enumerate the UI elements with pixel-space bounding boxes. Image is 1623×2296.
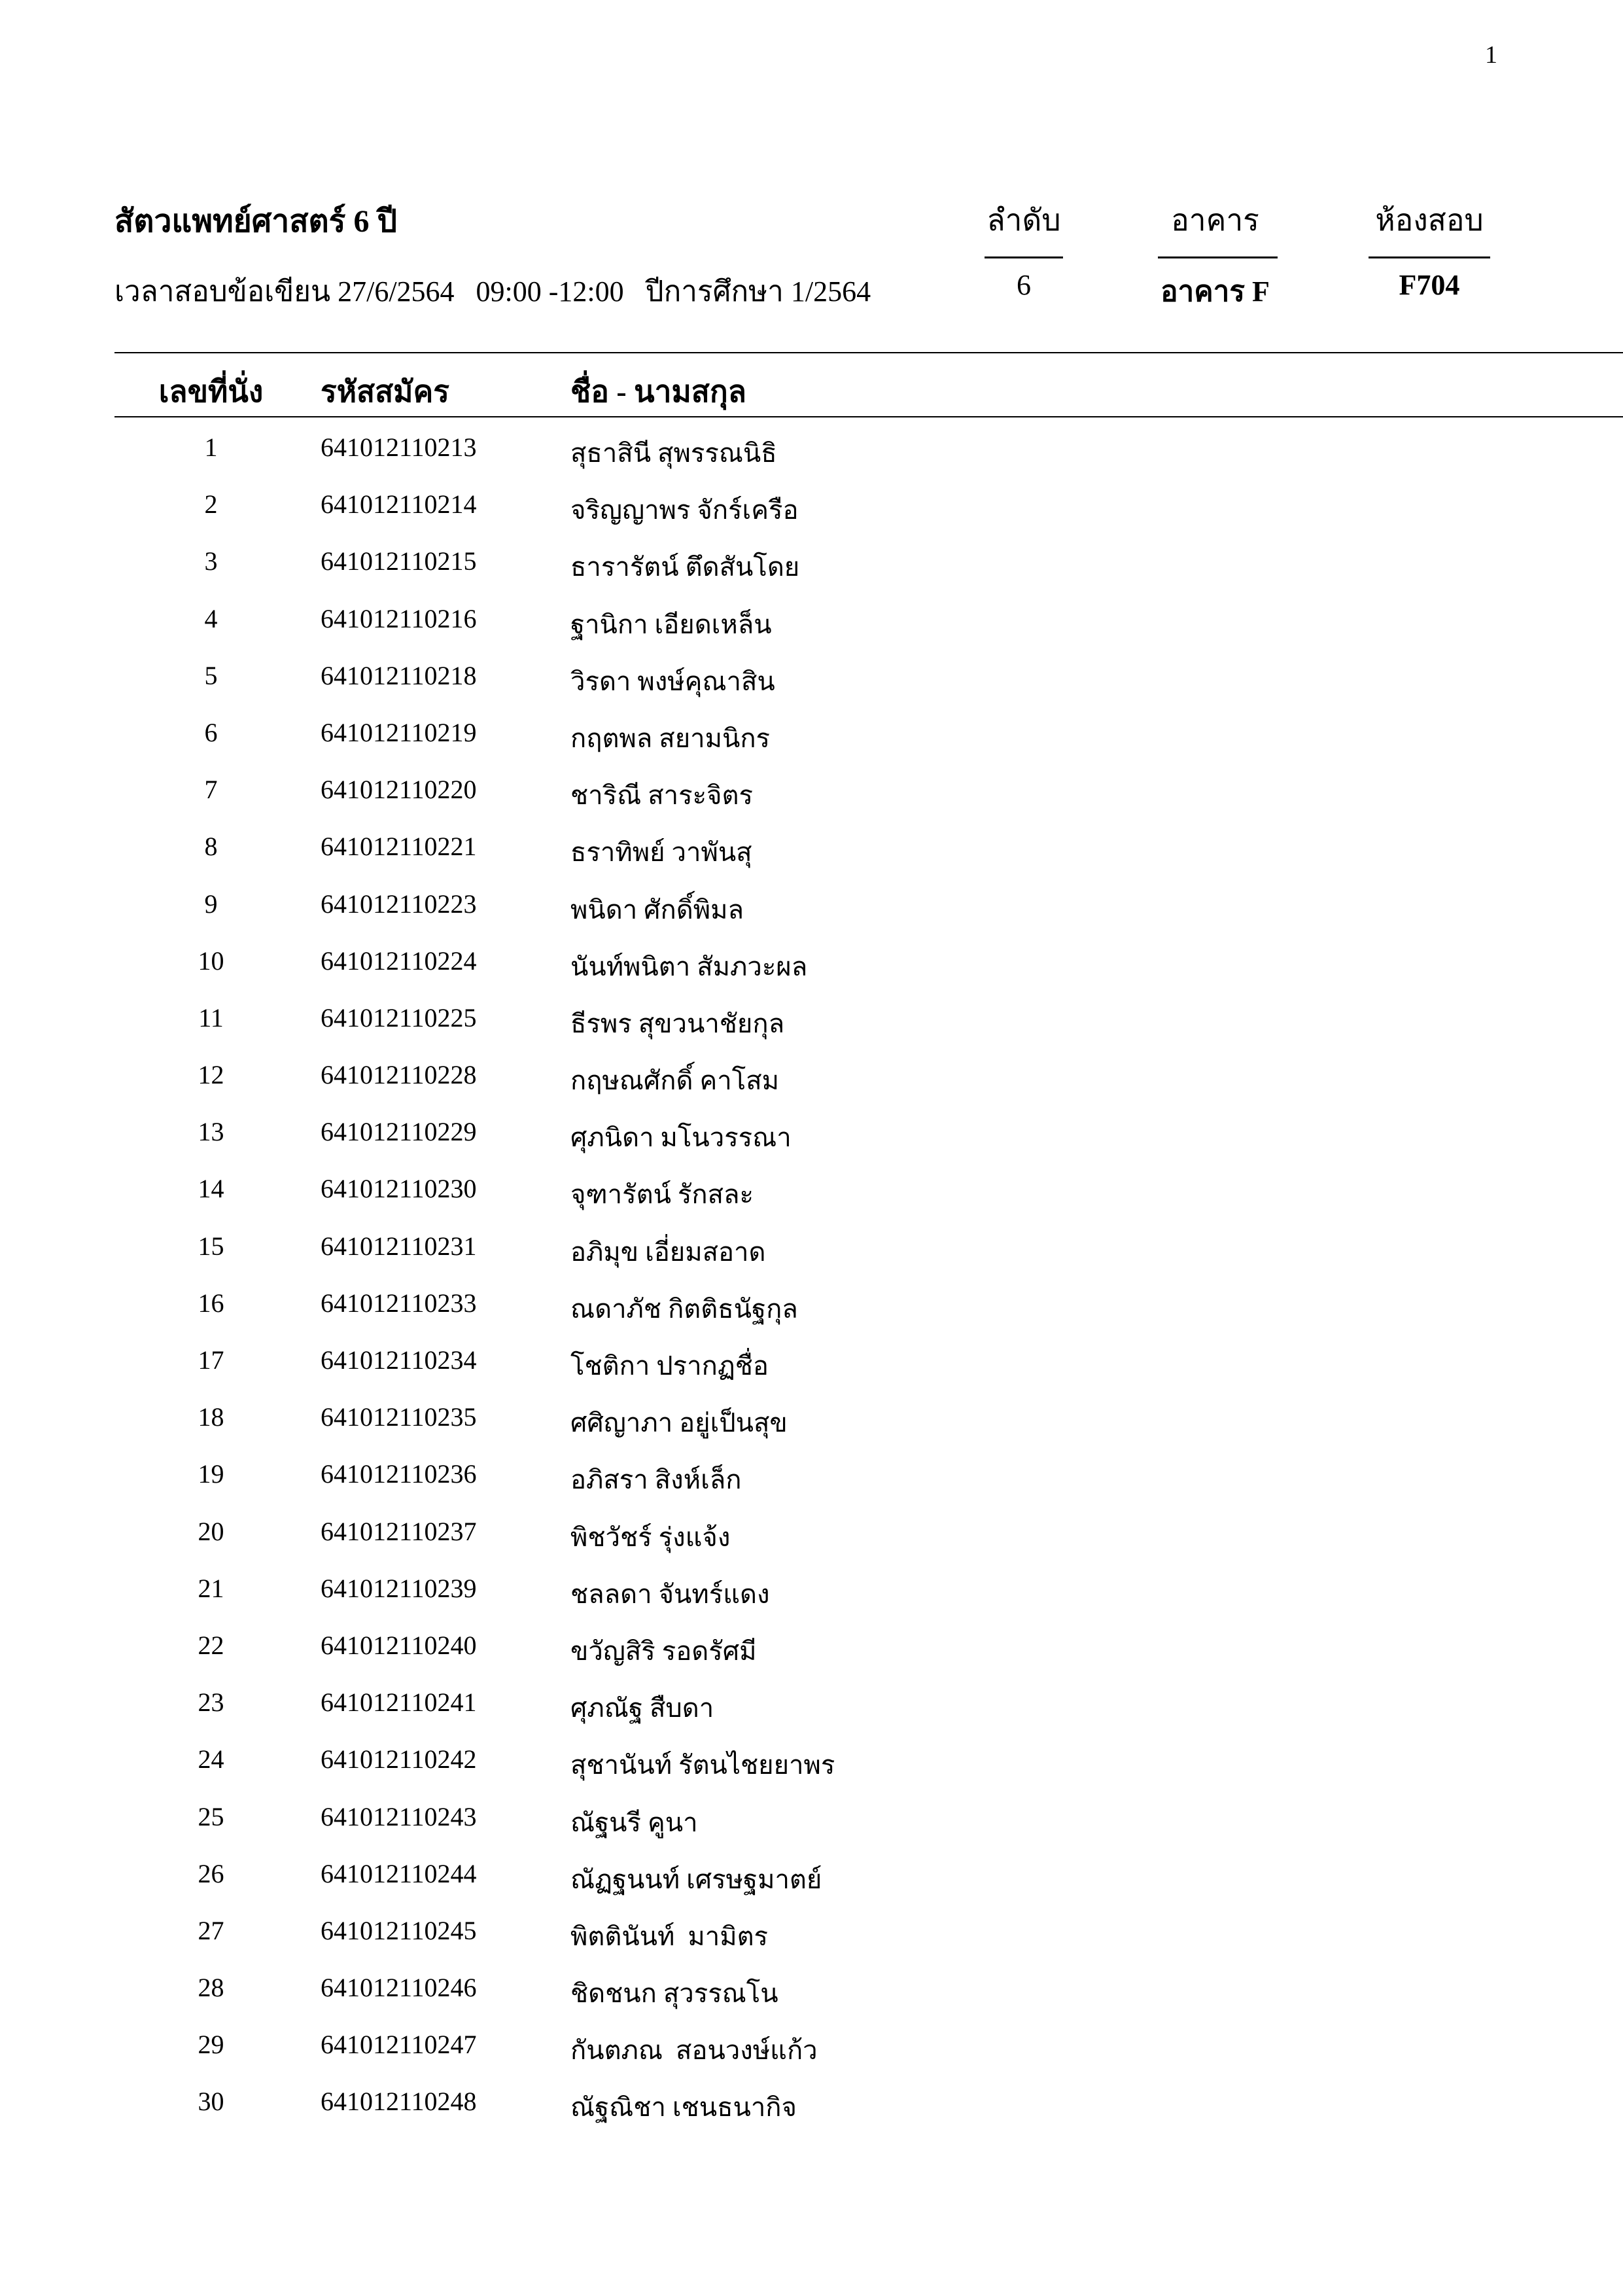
full-name: ขวัญสิริ รอดรัศมี bbox=[570, 1636, 757, 1666]
seat-number: 21 bbox=[198, 1573, 224, 1603]
seat-number: 23 bbox=[198, 1687, 224, 1718]
table-row bbox=[0, 717, 1623, 774]
table-row bbox=[0, 1516, 1623, 1573]
applicant-id: 641012110221 bbox=[321, 832, 477, 862]
applicant-id: 641012110220 bbox=[321, 775, 477, 805]
table-row bbox=[0, 774, 1623, 831]
seat-number: 9 bbox=[204, 889, 218, 919]
column-header-seat: เลขที่นั่ง bbox=[158, 375, 264, 408]
seat-number: 19 bbox=[198, 1459, 224, 1489]
applicant-id: 641012110243 bbox=[321, 1801, 477, 1831]
applicant-id: 641012110213 bbox=[321, 433, 477, 462]
table-row bbox=[0, 1687, 1623, 1744]
applicant-id: 641012110239 bbox=[321, 1573, 477, 1603]
seat-number: 1 bbox=[204, 433, 218, 462]
seat-number: 8 bbox=[204, 832, 218, 862]
seat-number: 29 bbox=[198, 2030, 224, 2060]
seat-number: 12 bbox=[198, 1060, 224, 1090]
seat-number: 13 bbox=[198, 1117, 224, 1147]
full-name: สุธาสินี สุพรรณนิธิ bbox=[570, 438, 777, 468]
order-underline bbox=[985, 256, 1063, 258]
full-name: ธราทิพย์ วาพันสุ bbox=[570, 838, 752, 868]
page-number: 1 bbox=[1485, 41, 1497, 69]
applicant-id: 641012110223 bbox=[321, 889, 477, 919]
program-title: สัตวแพทย์ศาสตร์ 6 ปี bbox=[114, 204, 397, 239]
seat-number: 26 bbox=[198, 1858, 224, 1888]
seat-number: 10 bbox=[198, 945, 224, 976]
table-row bbox=[0, 546, 1623, 603]
applicant-id: 641012110237 bbox=[321, 1516, 477, 1546]
full-name: ชาริณี สาระจิตร bbox=[570, 781, 753, 811]
table-row bbox=[0, 1458, 1623, 1515]
table-row bbox=[0, 1573, 1623, 1630]
seat-number: 7 bbox=[204, 775, 218, 805]
table-row bbox=[0, 889, 1623, 945]
seat-number: 5 bbox=[204, 660, 218, 690]
seat-number: 14 bbox=[198, 1174, 224, 1204]
table-row bbox=[0, 1915, 1623, 1972]
full-name: โชติกา ปรากฏชื่อ bbox=[570, 1351, 769, 1381]
full-name: ชลลดา จันทร์แดง bbox=[570, 1579, 770, 1609]
seat-number: 2 bbox=[204, 489, 218, 520]
order-value: 6 bbox=[1017, 269, 1031, 301]
seat-number: 3 bbox=[204, 546, 218, 576]
table-row bbox=[0, 1972, 1623, 2029]
seat-number: 17 bbox=[198, 1345, 224, 1375]
room-label: ห้องสอบ bbox=[1375, 203, 1484, 237]
full-name: ธีรพร สุขวนาชัยกุล bbox=[570, 1008, 785, 1038]
full-name: ชิดชนก สุวรรณโน bbox=[570, 1979, 778, 2009]
applicant-id: 641012110233 bbox=[321, 1288, 477, 1318]
full-name: พิชวัชร์ รุ่งแจ้ง bbox=[570, 1522, 731, 1552]
table-row bbox=[0, 945, 1623, 1002]
applicant-id: 641012110240 bbox=[321, 1630, 477, 1660]
room-value: F704 bbox=[1399, 269, 1460, 301]
applicant-id: 641012110216 bbox=[321, 603, 477, 633]
full-name: จุฑารัตน์ รักสละ bbox=[570, 1180, 754, 1210]
table-row bbox=[0, 1231, 1623, 1288]
full-name: ธารารัตน์ ตึดสันโดย bbox=[570, 552, 800, 582]
full-name: ศศิญาภา อยู่เป็นสุข bbox=[570, 1408, 788, 1438]
applicant-id: 641012110228 bbox=[321, 1060, 477, 1090]
applicant-id: 641012110229 bbox=[321, 1117, 477, 1147]
applicant-id: 641012110214 bbox=[321, 489, 477, 520]
seat-number: 11 bbox=[198, 1002, 224, 1033]
seat-number: 25 bbox=[198, 1801, 224, 1831]
exam-info: เวลาสอบข้อเขียน 27/6/2564 09:00 -12:00 ปีการศึกษา 1/2564 bbox=[114, 275, 871, 308]
table-row bbox=[0, 2029, 1623, 2086]
applicant-id: 641012110244 bbox=[321, 1858, 477, 1888]
full-name: ณัฐนรี คูนา bbox=[570, 1807, 698, 1837]
table-row bbox=[0, 1402, 1623, 1458]
table-row bbox=[0, 1345, 1623, 1402]
seat-number: 22 bbox=[198, 1630, 224, 1660]
seat-number: 28 bbox=[198, 1973, 224, 2003]
full-name: กฤษณศักดิ์ คาโสม bbox=[570, 1066, 779, 1096]
table-row bbox=[0, 1002, 1623, 1059]
full-name: กฤตพล สยามนิกร bbox=[570, 723, 771, 753]
table-row bbox=[0, 1801, 1623, 1858]
seat-number: 6 bbox=[204, 717, 218, 747]
applicant-id: 641012110215 bbox=[321, 546, 477, 576]
table-row bbox=[0, 831, 1623, 888]
table-row bbox=[0, 1630, 1623, 1687]
applicant-id: 641012110248 bbox=[321, 2087, 477, 2117]
table-body bbox=[0, 432, 1623, 2144]
applicant-id: 641012110234 bbox=[321, 1345, 477, 1375]
full-name: ณดาภัช กิตติธนัฐกุล bbox=[570, 1294, 798, 1324]
table-row bbox=[0, 1858, 1623, 1915]
order-label: ลำดับ bbox=[986, 203, 1061, 237]
full-name: จริญญาพร จักร์เครือ bbox=[570, 495, 799, 525]
building-value: อาคาร F bbox=[1161, 275, 1270, 308]
seat-number: 4 bbox=[204, 603, 218, 633]
applicant-id: 641012110224 bbox=[321, 945, 477, 976]
applicant-id: 641012110242 bbox=[321, 1744, 477, 1775]
full-name: อภิสรา สิงห์เล็ก bbox=[570, 1465, 742, 1495]
table-row bbox=[0, 603, 1623, 660]
seat-number: 15 bbox=[198, 1231, 224, 1261]
full-name: พนิดา ศักดิ์พิมล bbox=[570, 894, 744, 925]
full-name: อภิมุข เอี่ยมสอาด bbox=[570, 1237, 766, 1267]
full-name: นันท์พนิตา สัมภวะผล bbox=[570, 951, 808, 981]
table-row bbox=[0, 1116, 1623, 1173]
applicant-id: 641012110225 bbox=[321, 1002, 477, 1033]
table-top-rule bbox=[114, 352, 1623, 353]
table-header-rule bbox=[114, 416, 1623, 417]
applicant-id: 641012110230 bbox=[321, 1174, 477, 1204]
full-name: พิตตินันท์ มามิตร bbox=[570, 1921, 769, 1951]
applicant-id: 641012110247 bbox=[321, 2030, 477, 2060]
full-name: ศุภนิดา มโนวรรณา bbox=[570, 1123, 792, 1153]
seat-number: 20 bbox=[198, 1516, 224, 1546]
full-name: ณัฏฐนนท์ เศรษฐมาตย์ bbox=[570, 1864, 822, 1894]
full-name: ฐานิกา เอียดเหล็น bbox=[570, 609, 772, 639]
building-underline bbox=[1158, 256, 1278, 258]
table-row bbox=[0, 2086, 1623, 2143]
full-name: วิรดา พงษ์คุณาสิน bbox=[570, 666, 775, 696]
applicant-id: 641012110236 bbox=[321, 1459, 477, 1489]
column-header-applicant-id: รหัสสมัคร bbox=[321, 375, 449, 408]
applicant-id: 641012110246 bbox=[321, 1973, 477, 2003]
seat-number: 24 bbox=[198, 1744, 224, 1775]
applicant-id: 641012110241 bbox=[321, 1687, 477, 1718]
seat-number: 30 bbox=[198, 2087, 224, 2117]
full-name: กันตภณ สอนวงษ์แก้ว bbox=[570, 2036, 818, 2066]
seat-number: 16 bbox=[198, 1288, 224, 1318]
applicant-id: 641012110219 bbox=[321, 717, 477, 747]
table-row bbox=[0, 1744, 1623, 1801]
seat-number: 27 bbox=[198, 1915, 224, 1945]
applicant-id: 641012110245 bbox=[321, 1915, 477, 1945]
applicant-id: 641012110218 bbox=[321, 660, 477, 690]
table-row bbox=[0, 432, 1623, 489]
full-name: ศุภณัฐ สืบดา bbox=[570, 1693, 714, 1723]
column-header-full-name: ชื่อ - นามสกุล bbox=[570, 375, 746, 408]
applicant-id: 641012110231 bbox=[321, 1231, 477, 1261]
building-label: อาคาร bbox=[1171, 203, 1259, 237]
table-row bbox=[0, 1288, 1623, 1345]
applicant-id: 641012110235 bbox=[321, 1402, 477, 1432]
table-row bbox=[0, 1173, 1623, 1230]
seat-number: 18 bbox=[198, 1402, 224, 1432]
table-row bbox=[0, 489, 1623, 546]
full-name: ณัฐณิชา เชนธนากิจ bbox=[570, 2093, 797, 2123]
table-row bbox=[0, 660, 1623, 717]
table-row bbox=[0, 1059, 1623, 1116]
room-underline bbox=[1369, 256, 1490, 258]
full-name: สุชานันท์ รัตนไชยยาพร bbox=[570, 1750, 835, 1780]
